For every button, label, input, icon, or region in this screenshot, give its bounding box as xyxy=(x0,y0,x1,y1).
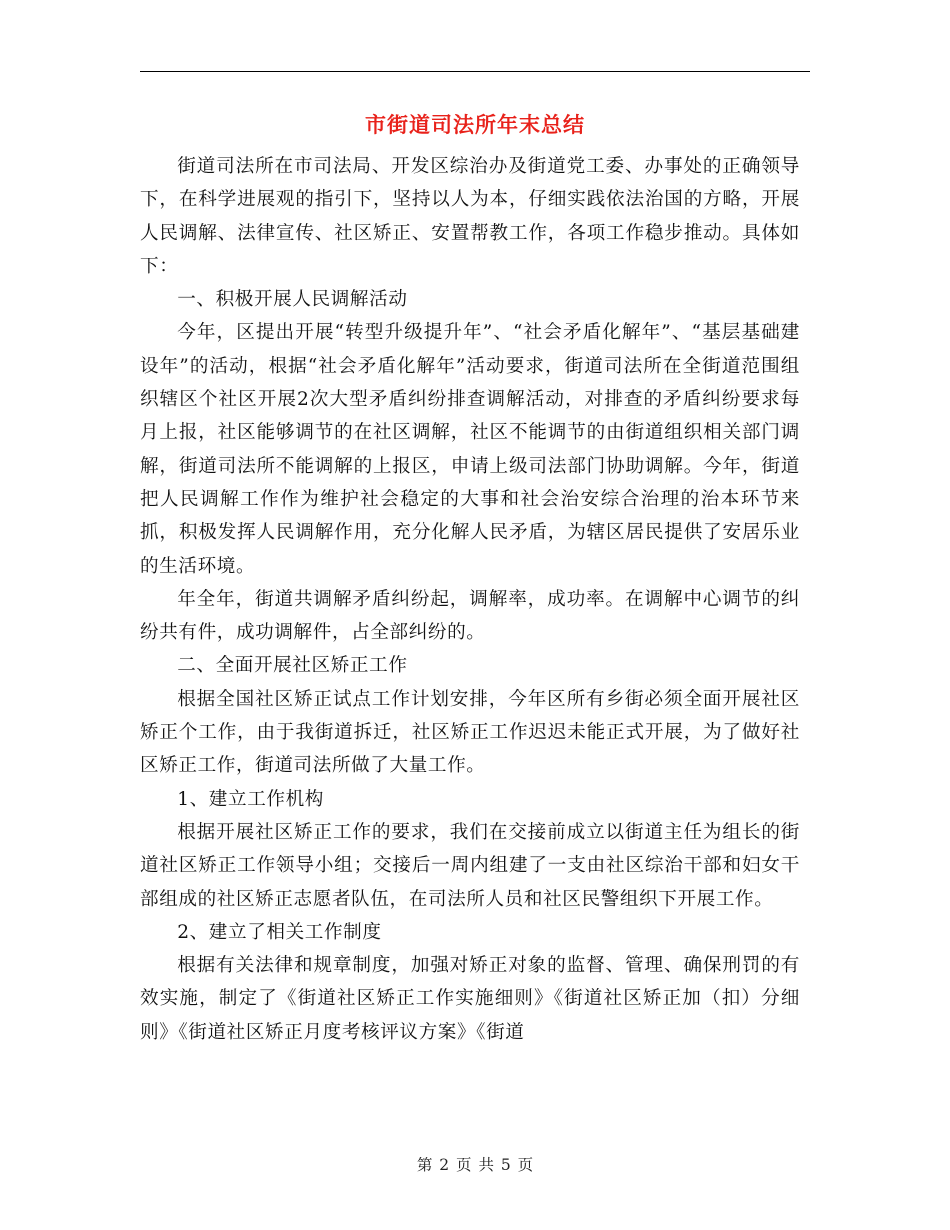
section-heading-mediation: 一、积极开展人民调解活动 xyxy=(177,289,408,311)
paragraph-rules: 根据有关法律和规章制度，加强对矫正对象的监督、管理、确保刑罚的有效实施，制定了《街道社区矫正工作实施细则》《街道社区矫正加（扣）分细则》《街道社区矫正月度考核评议方案》《街道 xyxy=(140,955,800,1043)
header-rule xyxy=(140,71,810,72)
paragraph-intro: 街道司法所在市司法局、开发区综治办及街道党工委、办事处的正确领导下，在科学进展观的指引下，坚持以人为本，仔细实践依法治国的方略，开展人民调解、法律宣传、社区矫正、安置帮教工作，各项工作稳步推动。具体如下： xyxy=(140,156,800,277)
section-heading-correction: 二、全面开展社区矫正工作 xyxy=(177,655,408,677)
page-number: 第 2 页 共 5 页 xyxy=(416,1156,534,1174)
paragraph-institution: 根据开展社区矫正工作的要求，我们在交接前成立以街道主任为组长的街道社区矫正工作领导小组；交接后一周内组建了一支由社区综治干部和妇女干部组成的社区矫正志愿者队伍，在司法所人员和社区民警组织下开展工作。 xyxy=(140,821,800,910)
document-title: 市街道司法所年末总结 xyxy=(365,112,585,137)
paragraph-mediation: 今年，区提出开展“转型升级提升年”、“社会矛盾化解年”、“基层基础建设年”的活动，根据“社会矛盾化解年”活动要求，街道司法所在全街道范围组织辖区个社区开展2次大型矛盾纠纷排查调解活动，对排查的矛盾纠纷要求每月上报，社区能够调节的在社区调解，社区不能调节的由街道组织相关部门调解，街道司法所不能调解的上报区，申请上级司法部门协助调解。今年，街道把人民调解工作作为维护社会稳定的大事和社会治安综合治理的治本环节来抓，积极发挥人民调解作用，充分化解人民矛盾，为辖区居民提供了安居乐业的生活环境。 xyxy=(140,322,800,577)
paragraph-correction: 根据全国社区矫正试点工作计划安排，今年区所有乡街必须全面开展社区矫正个工作，由于我街道拆迁，社区矫正工作迟迟未能正式开展，为了做好社区矫正工作，街道司法所做了大量工作。 xyxy=(140,688,800,777)
paragraph-mediation-stats: 年全年，街道共调解矛盾纠纷起，调解率，成功率。在调解中心调节的纠纷共有件，成功调解件，占全部纠纷的。 xyxy=(140,588,800,644)
subheading-rules: 2、建立了相关工作制度 xyxy=(177,921,382,943)
document-body xyxy=(140,150,800,1049)
subheading-institution: 1、建立工作机构 xyxy=(177,788,324,810)
